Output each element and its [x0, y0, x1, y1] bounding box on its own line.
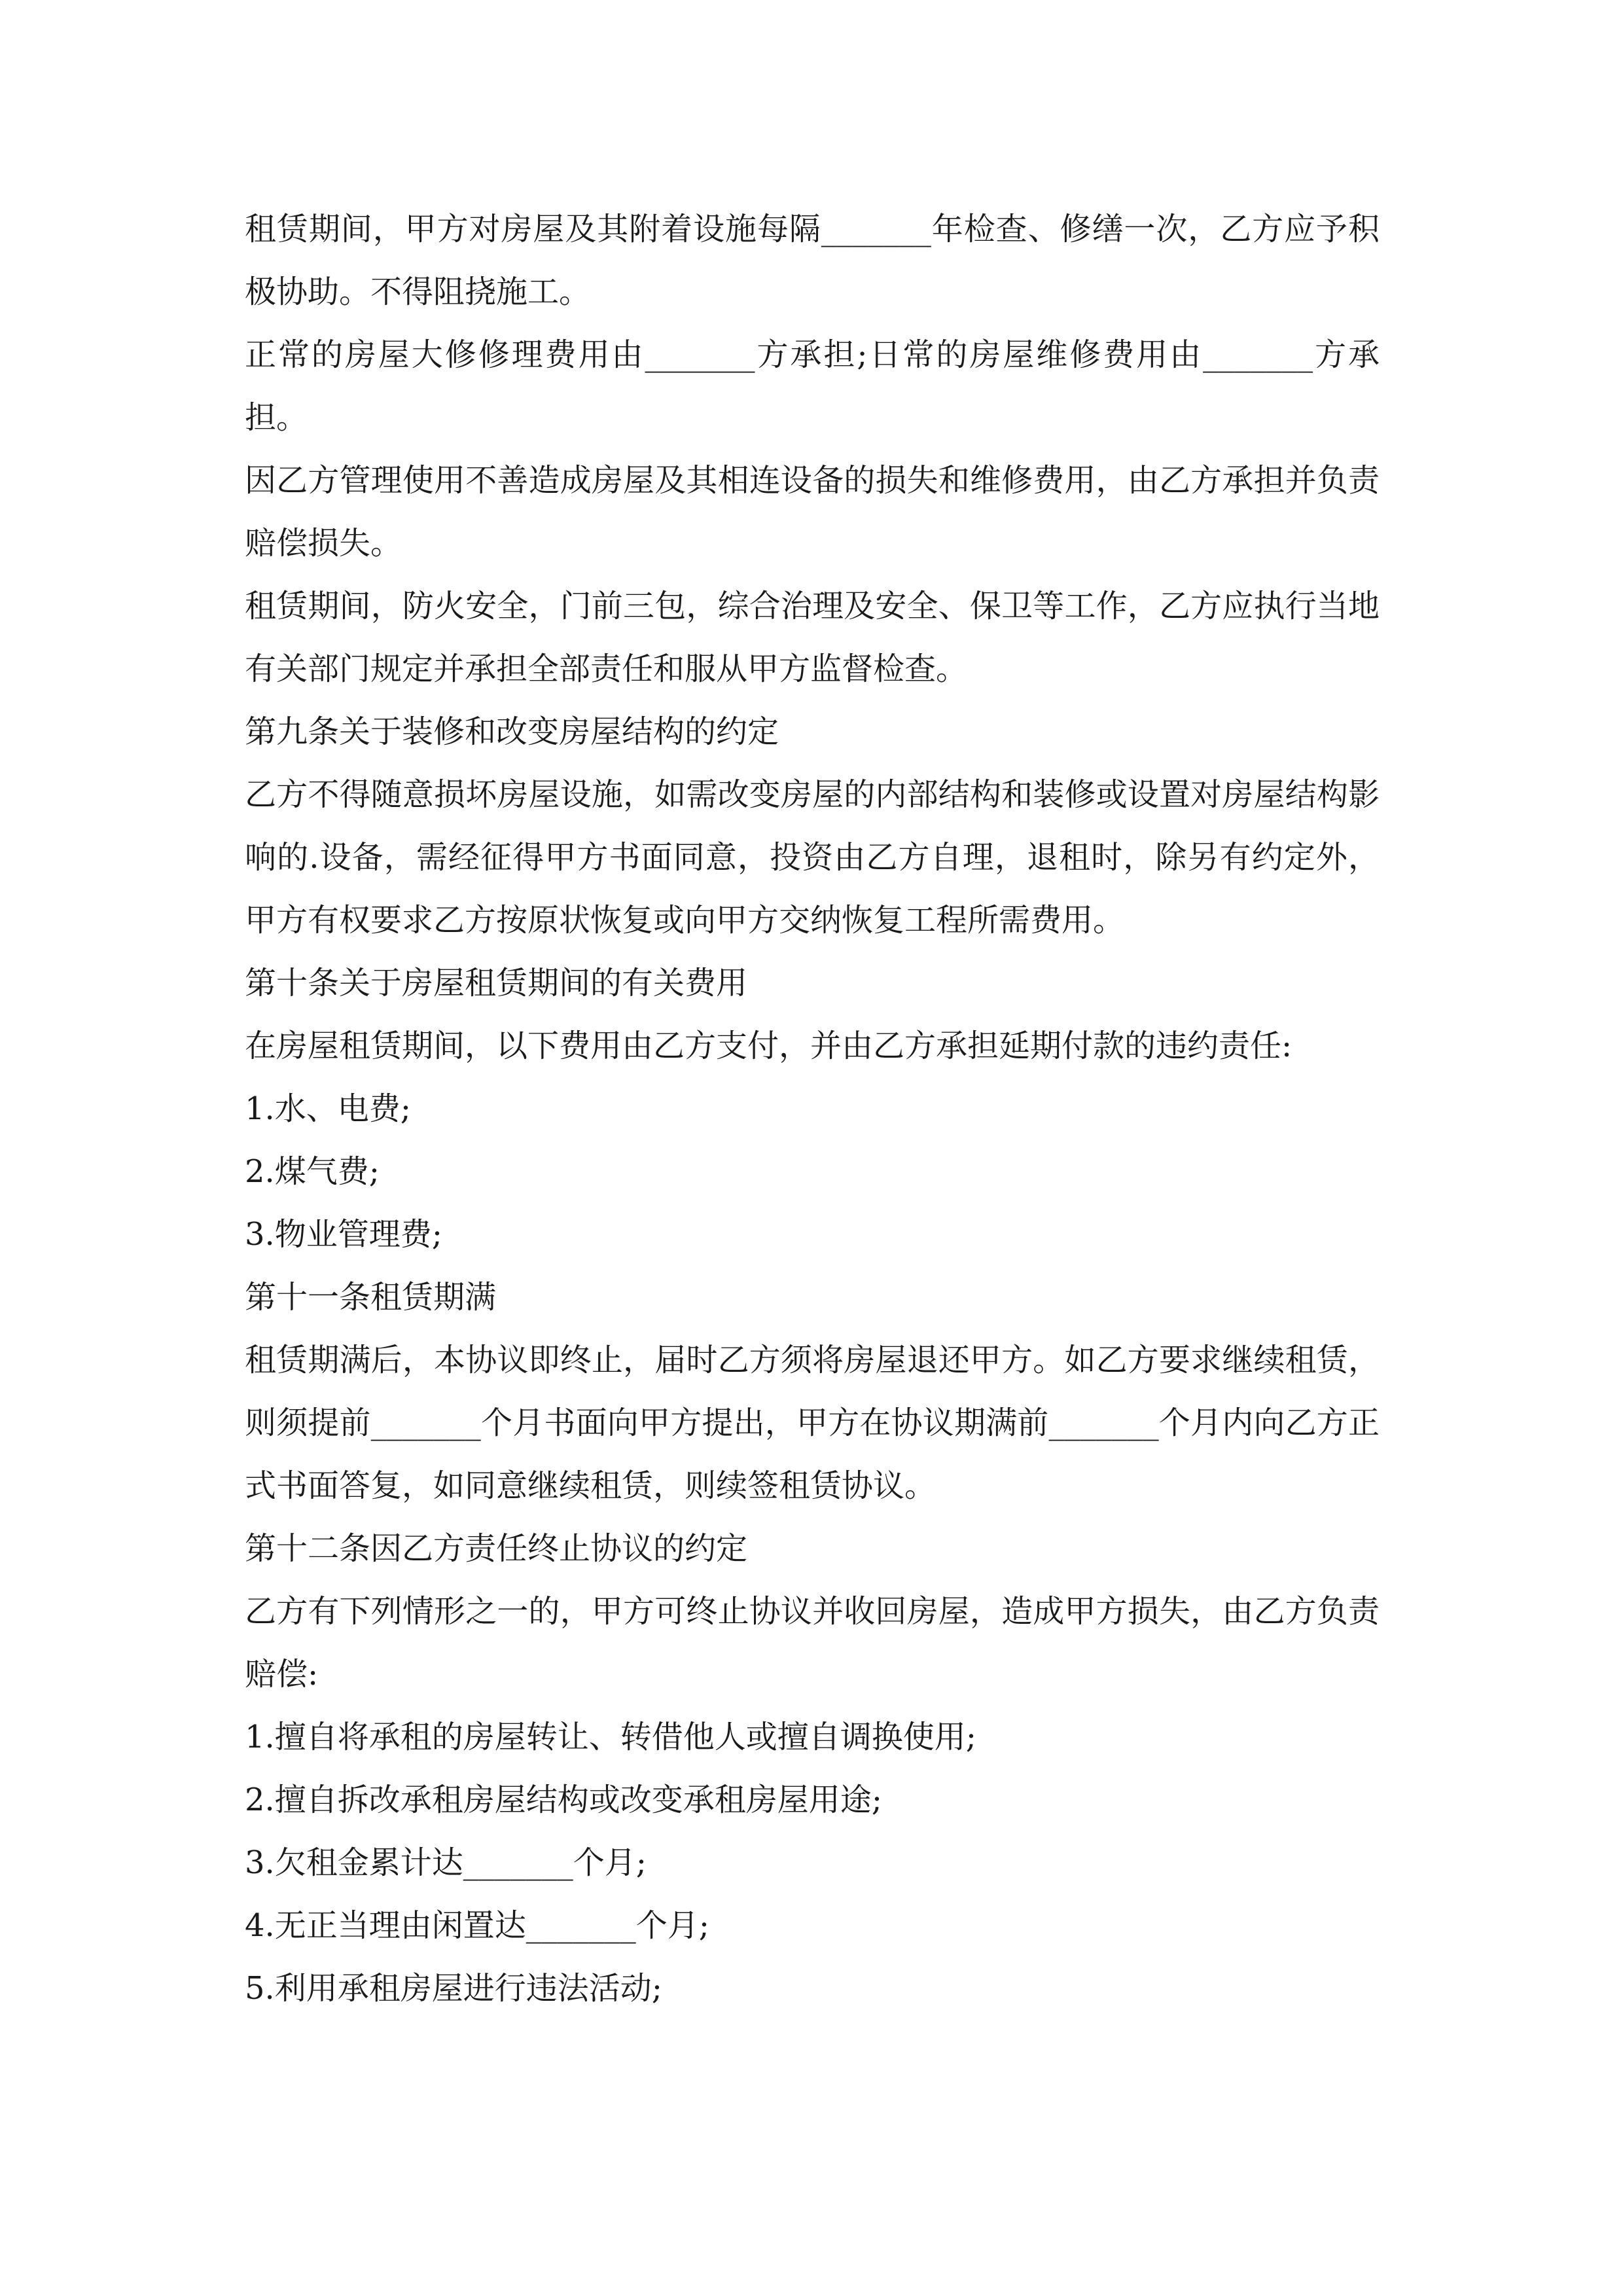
list-item-fee-2: 2.煤气费;: [245, 1153, 380, 1190]
list-item-fee-3: 3.物业管理费;: [245, 1216, 442, 1253]
list-item-termination-3: 3.欠租金累计达_______个月;: [245, 1844, 647, 1881]
heading-article-9: 第九条关于装修和改变房屋结构的约定: [245, 713, 779, 750]
paragraph-lease-expiry: 租赁期满后，本协议即终止，届时乙方须将房屋退还甲方。如乙方要求继续租赁，则须提前_______个月书面向甲方提出，甲方在协议期满前_______个月内向乙方正式书面答复，如同意继续租赁，则续签租赁协议。: [245, 1342, 1380, 1504]
paragraph-safety-duties: 租赁期间，防火安全，门前三包，综合治理及安全、保卫等工作，乙方应执行当地有关部门规定并承担全部责任和服从甲方监督检查。: [245, 588, 1380, 687]
paragraph-renovation-terms: 乙方不得随意损坏房屋设施，如需改变房屋的内部结构和装修或设置对房屋结构影响的.设备，需经征得甲方书面同意，投资由乙方自理，退租时，除另有约定外，甲方有权要求乙方按原状恢复或向甲方交纳恢复工程所需费用。: [245, 776, 1380, 939]
paragraph-repair-costs: 正常的房屋大修修理费用由_______方承担;日常的房屋维修费用由_______方承担。: [245, 336, 1380, 436]
list-item-termination-5: 5.利用承租房屋进行违法活动;: [245, 1970, 662, 2007]
paragraph-termination-intro: 乙方有下列情形之一的，甲方可终止协议并收回房屋，造成甲方损失，由乙方负责赔偿:: [245, 1593, 1380, 1693]
document-body: [245, 198, 1380, 2020]
heading-article-10: 第十条关于房屋租赁期间的有关费用: [245, 965, 748, 1001]
heading-article-11: 第十一条租赁期满: [245, 1279, 497, 1316]
paragraph-fees-intro: 在房屋租赁期间，以下费用由乙方支付，并由乙方承担延期付款的违约责任:: [245, 1028, 1293, 1064]
list-item-termination-4: 4.无正当理由闲置达_______个月;: [245, 1907, 709, 1944]
paragraph-damage-compensation: 因乙方管理使用不善造成房屋及其相连设备的损失和维修费用，由乙方承担并负责赔偿损失。: [245, 462, 1380, 562]
list-item-fee-1: 1.水、电费;: [245, 1090, 411, 1127]
heading-article-12: 第十二条因乙方责任终止协议的约定: [245, 1530, 748, 1567]
list-item-termination-2: 2.擅自拆改承租房屋结构或改变承租房屋用途;: [245, 1782, 882, 1818]
paragraph-inspection-repair: 租赁期间，甲方对房屋及其附着设施每隔_______年检查、修缮一次，乙方应予积极协助。不得阻挠施工。: [245, 211, 1380, 310]
list-item-termination-1: 1.擅自将承租的房屋转让、转借他人或擅自调换使用;: [245, 1719, 976, 1755]
